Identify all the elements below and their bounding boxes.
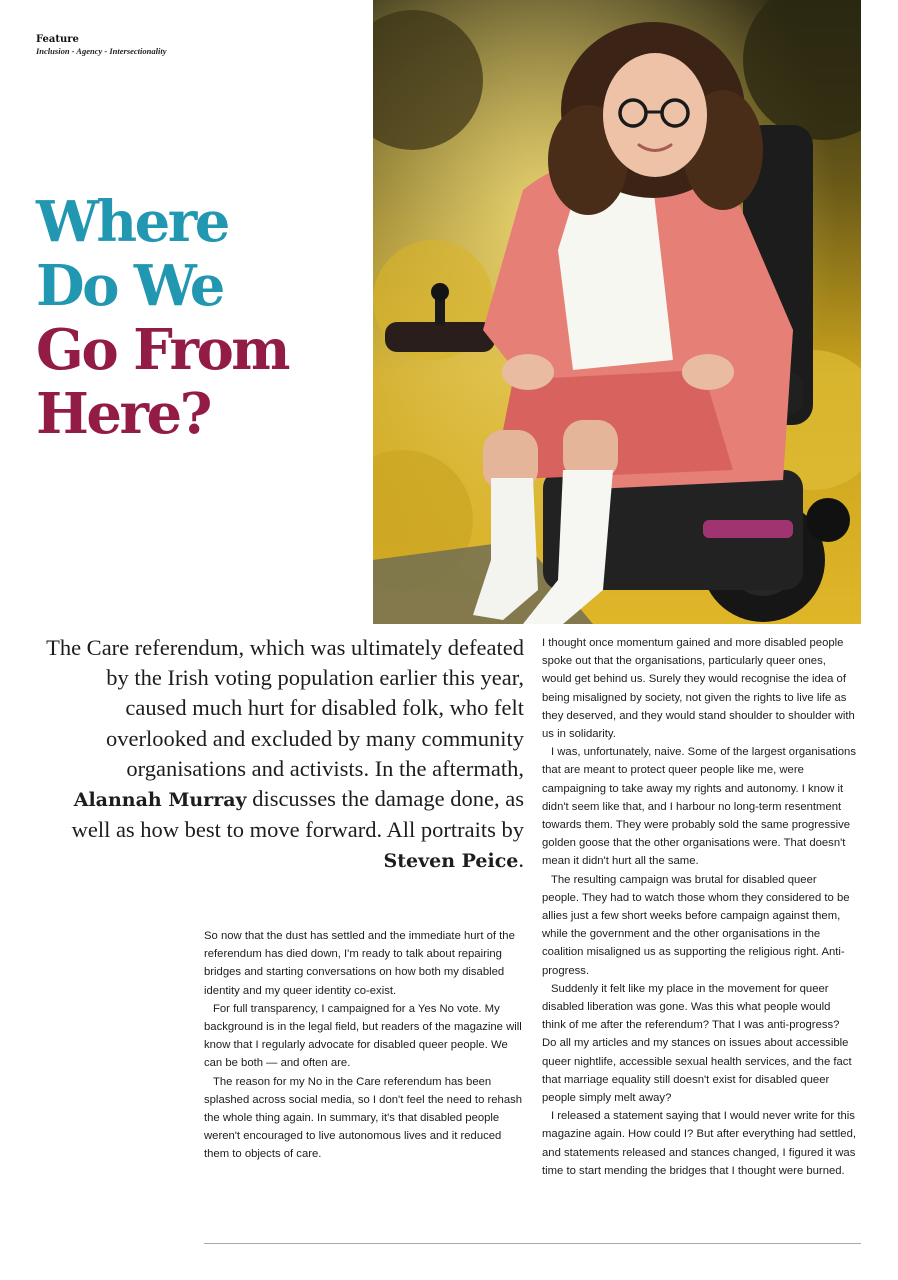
footer-divider: [204, 1243, 861, 1244]
standfirst-text-1: The Care referendum, which was ultimately defeated by the Irish voting population earlier this year, caused much hurt for disabled folk, who felt overlooked and excluded by many community organisations and activists. In the aftermath,: [46, 635, 524, 781]
paragraph: I released a statement saying that I would never write for this magazine again. How could I? But after everything had settled, and statements released and stances changed, I figured it was time to start mending the bridges that I thought were burned.: [542, 1110, 856, 1177]
paragraph: I thought once momentum gained and more disabled people spoke out that the organisations, particularly queer ones, would get behind us. Surely they would recognise the idea of being misaligned by society, not given the rights to live life as they deserved, and they would stand shoulder to shoulder with us in solidarity.: [542, 637, 855, 741]
photographer-name: Steven Peice: [383, 850, 519, 873]
headline: [36, 190, 288, 446]
headline-line-3: Go From: [36, 317, 289, 383]
body-column-right: [542, 634, 856, 1180]
paragraph: Suddenly it felt like my place in the movement for queer disabled liberation was gone. Was this what people would think of me after the referendum? That I was anti-progress? Do all my articles and my stances on issues about accessible queer nightlife, accessible sexual health services, and the fact that marriage equality still doesn't exist for disabled queer people simply melt away?: [542, 982, 852, 1105]
kicker: [36, 34, 167, 57]
headline-line-2: Do We: [36, 253, 223, 319]
paragraph: The resulting campaign was brutal for disabled queer people. They had to watch those whom they considered to be allies just a few short weeks before campaign against them, while the government and the other organisations in the coalition misaligned us as supporting the religious right. Anti-progress.: [542, 873, 850, 977]
standfirst: [40, 633, 524, 877]
section-label: Feature: [36, 34, 79, 45]
portrait-photo: [373, 0, 861, 624]
paragraph: I was, unfortunately, naive. Some of the largest organisations that are meant to protect queer people like me, were campaigning to take away my rights and autonomy. I know it didn't seem like that, and I harbour no long-term resentment towards them. They were probably sold the same progressive golden goose that the other organisations were. That doesn't mean it didn't hurt all the same.: [542, 746, 856, 868]
author-name: Alannah Murray: [73, 789, 247, 812]
portrait-illustration: [373, 0, 861, 624]
paragraph: The reason for my No in the Care referendum has been splashed across social media, so I don't feel the need to rehash the whole thing again. In summary, it's that disabled people weren't encouraged to live autonomous lives and it reduced them to objects of care.: [204, 1075, 523, 1161]
section-tags: Inclusion - Agency - Intersectionality: [36, 46, 167, 56]
standfirst-text-2: discusses the damage done, as well as how best to move forward. All portraits by: [71, 786, 524, 843]
body-column-left: [204, 927, 526, 1164]
paragraph: For full transparency, I campaigned for a Yes No vote. My background is in the legal field, but readers of the magazine will know that I regularly advocate for disabled queer people. We can be both — and often are.: [204, 1002, 522, 1070]
headline-line-4: Here?: [36, 381, 210, 447]
standfirst-text-3: .: [518, 847, 524, 873]
headline-line-1: Where: [36, 189, 228, 255]
paragraph: So now that the dust has settled and the immediate hurt of the referendum has died down, I'm ready to talk about repairing bridges and starting conversations on how both my disabled identity and my queer identity co-exist.: [204, 930, 515, 997]
